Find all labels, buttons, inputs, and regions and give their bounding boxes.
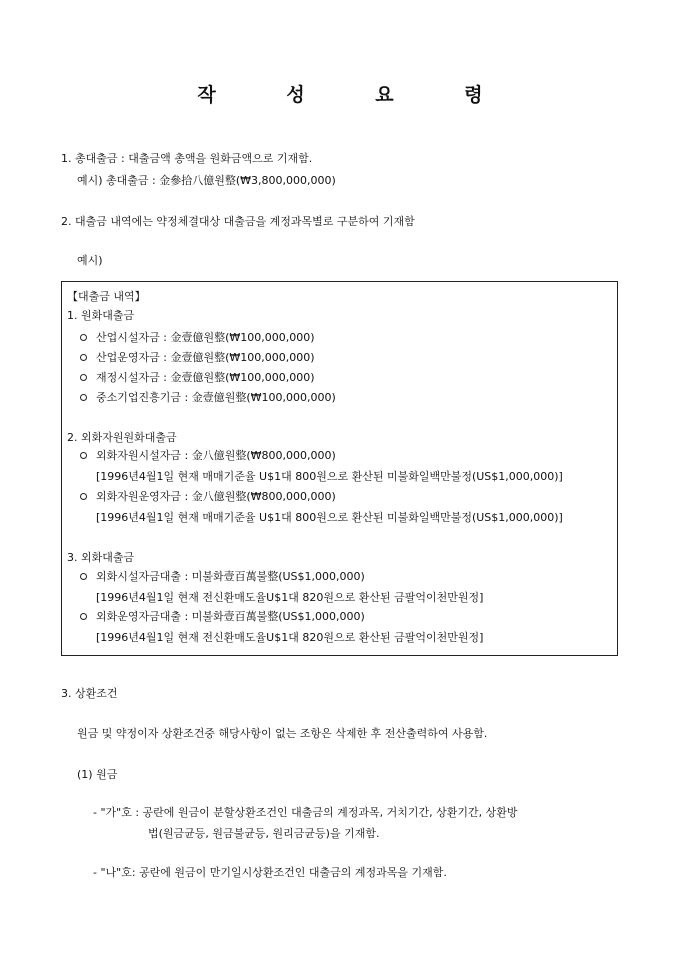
sec2-item1: 외화자원시설자금 : 金八億원整(₩800,000,000) (96, 449, 336, 462)
item1-example: 예시) 총대출금 : 金參拾八億원整(₩3,800,000,000) (77, 174, 336, 187)
sec3-item2: 외화운영자금대출 : 미불화壹百萬불整(US$1,000,000) (96, 610, 365, 623)
circle-bullet-icon (80, 334, 87, 341)
sec3-item1-note: [1996년4월1일 현재 전신환매도율U$1대 820원으로 환산된 금팔억이천만원정] (96, 591, 484, 604)
item3-desc: 원금 및 약정이자 상환조건중 해당사항이 없는 조항은 삭제한 후 전산출력하여 사용함. (77, 727, 488, 740)
circle-bullet-icon (80, 573, 87, 580)
item3-ga-line2: 법(원금균등, 원금불균등, 원리금균등)을 기재함. (148, 827, 380, 840)
page-title: 작 성 요 령 (197, 84, 515, 106)
sec2-item1-note: [1996년4월1일 현재 매매기준율 U$1대 800원으로 환산된 미불화일백만불정(US$1,000,000)] (96, 470, 563, 483)
circle-bullet-icon (80, 452, 87, 459)
circle-bullet-icon (80, 493, 87, 500)
sec3-item2-note: [1996년4월1일 현재 전신환매도율U$1대 820원으로 환산된 금팔억이천만원정] (96, 631, 484, 644)
circle-bullet-icon (80, 394, 87, 401)
circle-bullet-icon (80, 374, 87, 381)
sec2-item2-note: [1996년4월1일 현재 매매기준율 U$1대 800원으로 환산된 미불화일백만불정(US$1,000,000)] (96, 511, 563, 524)
item2-example-label: 예시) (77, 254, 103, 267)
item3-sub1-title: (1) 원금 (77, 768, 118, 781)
item3-title: 3. 상환조건 (61, 687, 118, 700)
item1-line1: 1. 총대출금 : 대출금액 총액을 원화금액으로 기재함. (61, 152, 313, 165)
sec1-item: 재정시설자금 : 金壹億원整(₩100,000,000) (96, 371, 315, 384)
sec1-item: 산업운영자금 : 金壹億원整(₩100,000,000) (96, 351, 315, 364)
sec3-item1: 외화시설자금대출 : 미불화壹百萬불整(US$1,000,000) (96, 570, 365, 583)
sec1-item: 산업시설자금 : 金壹億원整(₩100,000,000) (96, 331, 315, 344)
sec2-title: 2. 외화자원원화대출금 (67, 431, 177, 444)
sec1-item: 중소기업진흥기금 : 金壹億원整(₩100,000,000) (96, 391, 336, 404)
item3-na-line: - "나"호: 공란에 원금이 만기일시상환조건인 대출금의 계정과목을 기재함. (93, 866, 447, 879)
item3-ga-line1: - "가"호 : 공란에 원금이 분할상환조건인 대출금의 계정과목, 거치기간, 상환기간, 상환방 (93, 806, 518, 819)
item2-line1: 2. 대출금 내역에는 약정체결대상 대출금을 계정과목별로 구분하여 기재함 (61, 215, 415, 228)
circle-bullet-icon (80, 354, 87, 361)
sec1-title: 1. 원화대출금 (67, 309, 135, 322)
circle-bullet-icon (80, 613, 87, 620)
box-heading: 【대출금 내역】 (67, 290, 146, 303)
sec3-title: 3. 외화대출금 (67, 551, 135, 564)
sec2-item2: 외화자원운영자금 : 金八億원整(₩800,000,000) (96, 490, 336, 503)
